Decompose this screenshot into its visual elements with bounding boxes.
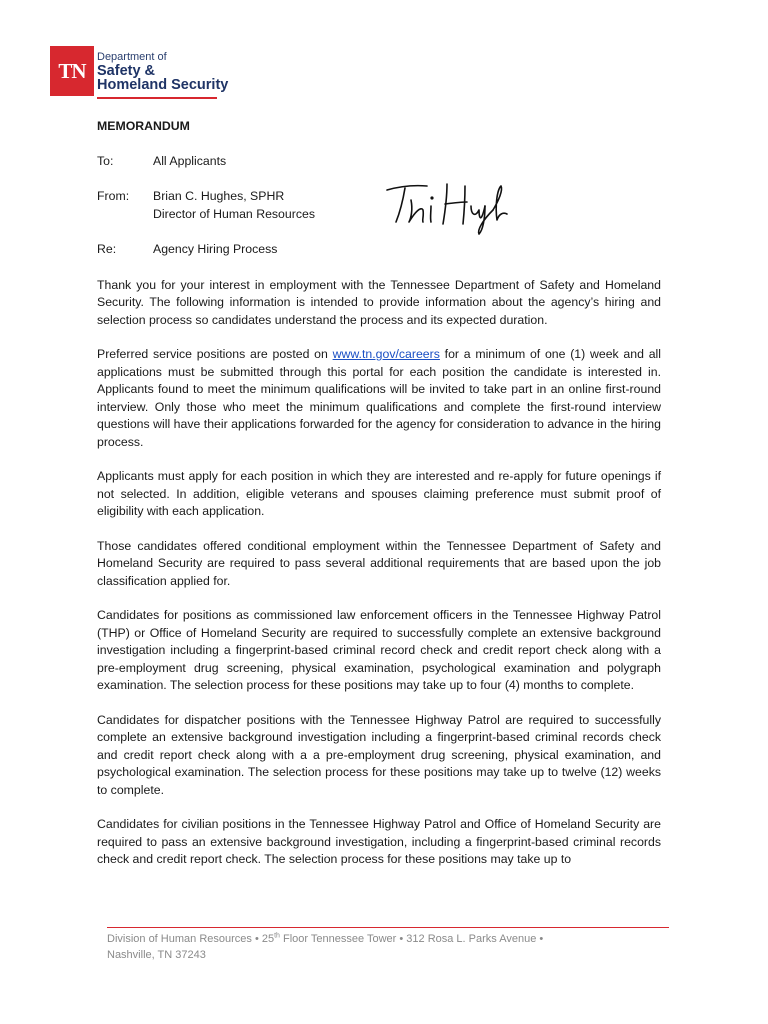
careers-link[interactable]: www.tn.gov/careers [332,347,440,361]
from-label: From: [97,189,130,203]
memo-from-row [97,188,661,223]
footer-part1: Division of Human Resources • 25 [107,933,275,945]
paragraph-civilian: Candidates for civilian positions in the Tennessee Highway Patrol and Office of Homeland Security are required to pass an extensive background investigation, including a fingerprint-based criminal records check and credit report check. The selection process for these positions may take up to [97,817,661,866]
footer-superscript: th [274,932,280,940]
logo-name-line2: Homeland Security [97,77,229,93]
logo-department-label: Department of [97,51,167,63]
re-value: Agency Hiring Process [153,242,278,256]
paragraph-dispatcher: Candidates for dispatcher positions with the Tennessee Highway Patrol are required to successfully complete an extensive background investigation including a fingerprint-based criminal records check and credit report check along with a a pre-employment drug screening, physical examination, and psychological examination. The selection process for these positions may take up to twelve (12) weeks to complete. [97,712,661,797]
department-logo [50,44,230,100]
paragraph-postings-start: Preferred service positions are posted on [97,347,333,361]
paragraph-law-enforcement: Candidates for positions as commissioned law enforcement officers in the Tennessee Highway Patrol (THP) or Office of Homeland Security are required to successfully complete an extensive background investigation including a fingerprint-based criminal record check and credit report check along with a pre-employment drug screening, physical examination, psychological examination and polygraph examination. The selection process for these positions may take up to four (4) months to complete. [97,608,661,692]
to-label: To: [97,153,114,168]
memo-re-row [97,241,661,259]
tn-logo-mark: TN [50,46,94,96]
paragraph-intro: Thank you for your interest in employment with the Tennessee Department of Safety and Homeland Security. The following information is intended to provide information about the agency’s hiring and selection process so candidates understand the process and its expected duration. [97,277,661,327]
logo-text [97,50,228,92]
logo-name-line1: Safety & [97,63,156,79]
handwritten-signature [381,176,511,236]
memo-to-row [97,153,661,171]
footer-address-line1 [107,932,669,948]
logo-underline [97,97,217,99]
footer-part2: Floor Tennessee Tower • 312 Rosa L. Parks Avenue • [279,933,544,945]
memo-content [97,118,661,886]
paragraph-postings-rest: for a minimum of one (1) week and all applications must be submitted through this portal for each position the candidate is interested in. Applicants found to meet the minimum qualifications will be invited to take part in an online first-round interview. Only those who meet the minimum qualifications and complete the first-round interview questions will have their applications forwarded for the agency for consideration to advance in the hiring process. [97,347,661,449]
from-title: Director of Human Resources [153,206,315,221]
from-name: Brian C. Hughes, SPHR [153,189,285,203]
page-footer [107,927,669,963]
re-label: Re: [97,242,117,256]
memo-title: MEMORANDUM [97,119,190,133]
paragraph-conditional: Those candidates offered conditional employment within the Tennessee Department of Safety and Homeland Security are required to pass several additional requirements that are based upon the job classification applied for. [97,538,661,588]
paragraph-apply: Applicants must apply for each position in which they are interested and re-apply for future openings if not selected. In addition, eligible veterans and spouses claiming preference must submit proof of eligibility with each application. [97,469,661,518]
from-value [153,188,661,223]
paragraph-postings [97,346,661,451]
to-value: All Applicants [153,153,227,168]
footer-address-line2: Nashville, TN 37243 [107,948,206,961]
